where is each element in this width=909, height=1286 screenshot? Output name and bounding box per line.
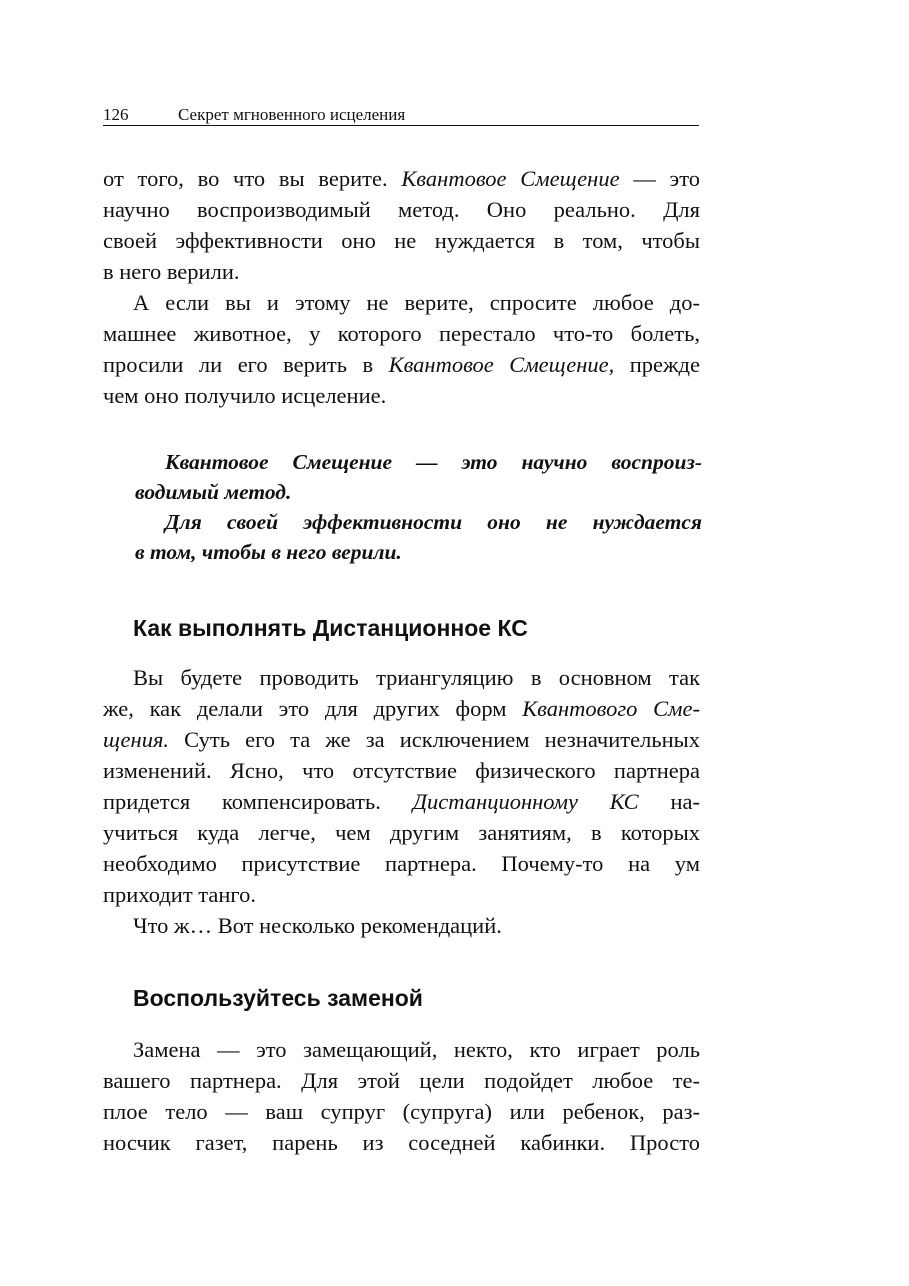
text-span: же, как делали это для других форм bbox=[103, 696, 507, 721]
text-line bbox=[103, 164, 700, 194]
text-line: машнее животное, у которого перестало что-то болеть, bbox=[103, 321, 700, 346]
text-span: просили ли его верить в bbox=[103, 352, 374, 377]
text-span: прежде bbox=[629, 352, 700, 377]
text-line bbox=[103, 694, 700, 724]
callout-line: водимый метод. bbox=[135, 480, 292, 504]
section-heading: Как выполнять Дистанционное КС bbox=[133, 615, 528, 641]
text-line: А если вы и этому не верите, спросите любое до- bbox=[133, 290, 700, 315]
text-line bbox=[103, 725, 700, 755]
text-line: в него верили. bbox=[103, 259, 240, 284]
text-line bbox=[103, 350, 700, 380]
text-span: на- bbox=[670, 789, 701, 814]
section-heading: Воспользуйтесь заменой bbox=[133, 985, 423, 1011]
text-line: научно воспроизводимый метод. Оно реально. Для bbox=[103, 197, 700, 222]
text-line: плое тело — ваш супруг (супруга) или ребенок, раз- bbox=[103, 1099, 700, 1124]
text-line: необходимо присутствие партнера. Почему-то на ум bbox=[103, 851, 700, 876]
callout-line: Для своей эффективности оно не нуждается bbox=[165, 510, 702, 534]
text-line: Замена — это замещающий, некто, кто играет роль bbox=[133, 1037, 700, 1062]
text-line: приходит танго. bbox=[103, 882, 256, 907]
text-line: своей эффективности оно не нуждается в том, чтобы bbox=[103, 228, 700, 253]
text-span: Суть его та же за исключением незначительных bbox=[184, 727, 701, 752]
text-line: Вы будете проводить триангуляцию в основном так bbox=[133, 665, 700, 690]
callout-line: Квантовое Смещение — это научно воспроиз- bbox=[165, 450, 702, 474]
italic-term: Квантового Сме- bbox=[522, 696, 701, 721]
text-span: от того, во что вы верите. bbox=[103, 166, 388, 191]
italic-term: Квантовое Смещение bbox=[401, 166, 620, 191]
text-span: придется компенсировать. bbox=[103, 789, 381, 814]
callout-line: в том, чтобы в него верили. bbox=[135, 540, 402, 564]
text-line: носчик газет, парень из соседней кабинки. Просто bbox=[103, 1130, 700, 1155]
text-line: Что ж… Вот несколько рекомендаций. bbox=[133, 913, 502, 938]
header-rule bbox=[103, 125, 699, 126]
italic-term: щения. bbox=[103, 727, 170, 752]
text-line bbox=[103, 787, 700, 817]
book-title: Секрет мгновенного исцеления bbox=[178, 105, 406, 124]
text-line: учиться куда легче, чем другим занятиям, в которых bbox=[103, 820, 700, 845]
italic-term: Дистанционному КС bbox=[412, 789, 639, 814]
text-line: чем оно получило исцеление. bbox=[103, 383, 387, 408]
text-line: вашего партнера. Для этой цели подойдет любое те- bbox=[103, 1068, 700, 1093]
page-number: 126 bbox=[103, 105, 129, 124]
italic-term: Квантовое Смещение, bbox=[388, 352, 615, 377]
text-line: изменений. Ясно, что отсутствие физического партнера bbox=[103, 758, 700, 783]
text-span: — это bbox=[633, 166, 700, 191]
